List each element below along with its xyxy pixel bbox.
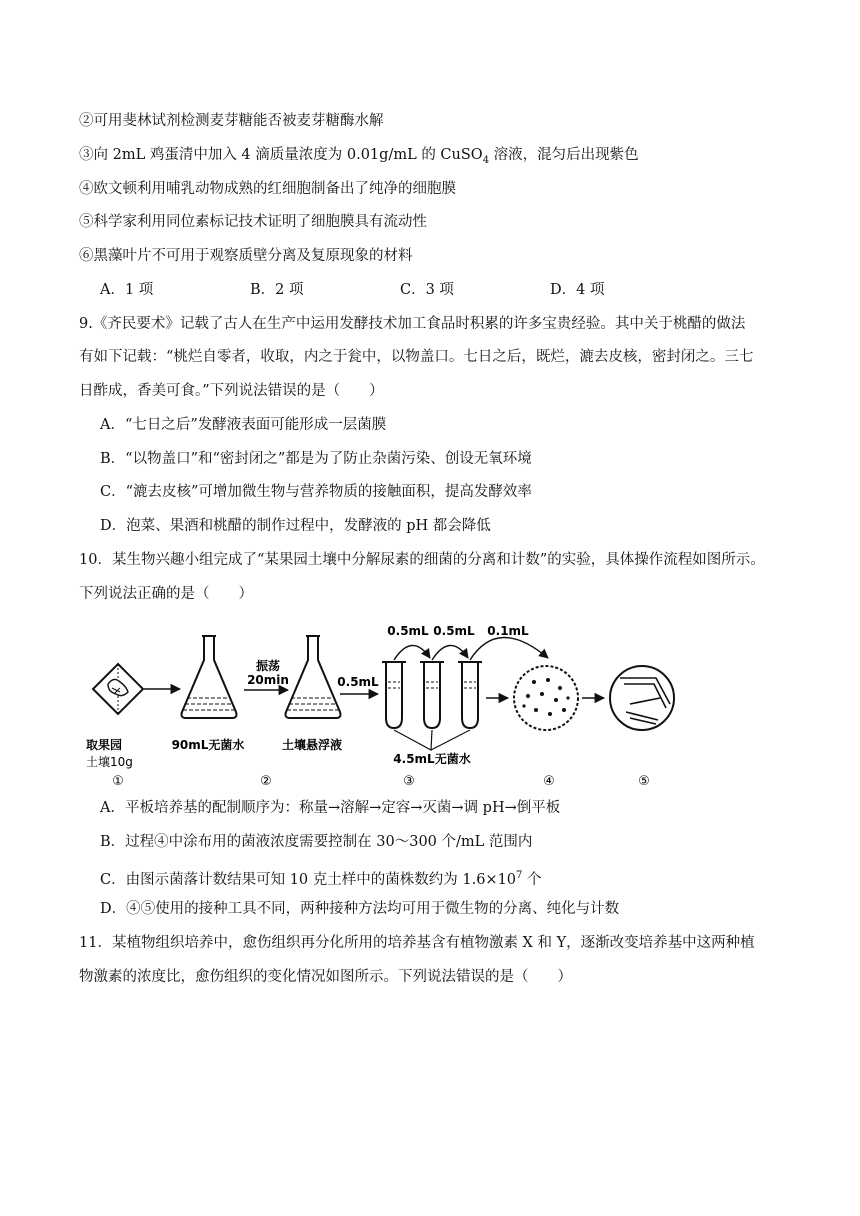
q11-stem-line-1: 11．某植物组织培养中，愈伤组织再分化所用的培养基含有植物激素 X 和 Y，逐渐改变培养基中这两种植	[79, 935, 755, 951]
transfer-4-label: 0.1mL	[487, 624, 529, 638]
soil-label-1: 取果园	[86, 738, 123, 752]
q9-option-c: C．“漉去皮核”可增加微生物与营养物质的接触面积，提高发酵效率	[100, 484, 532, 500]
step-3-label: ③	[403, 774, 415, 788]
q9-stem-line-1: 9.《齐民要术》记载了古人在生产中运用发酵技术加工食品时积累的许多宝贵经验。其中关于桃醋的做法	[79, 316, 746, 332]
q10-option-d: D．④⑤使用的接种工具不同，两种接种方法均可用于微生物的分离、纯化与计数	[100, 901, 620, 917]
flask-2-label: 土壤悬浮液	[281, 738, 343, 752]
arc-arrow-3	[470, 637, 548, 660]
q10-option-a: A．平板培养基的配制顺序为：称量→溶解→定容→灭菌→调 pH→倒平板	[100, 800, 561, 816]
q11-stem-line-2: 物激素的浓度比，愈伤组织的变化情况如图所示。下列说法错误的是（ ）	[79, 969, 572, 985]
spread-plate-icon	[514, 666, 578, 730]
q10-option-c: C．由图示菌落计数结果可知 10 克土样中的菌株数约为 $1.6\times 10^7$ 个	[100, 870, 542, 888]
streak-plate-icon	[610, 666, 674, 730]
flask-1-label: 90mL无菌水	[171, 738, 245, 752]
flask-2-icon	[286, 636, 341, 718]
q8-options	[100, 280, 700, 300]
statement-2: ②可用斐林试剂检测麦芽糖能否被麦芽糖酶水解	[79, 113, 384, 129]
shake-time-label: 20min	[247, 673, 289, 687]
experiment-flow-diagram	[78, 618, 698, 788]
tubes-label: 4.5mL无菌水	[393, 752, 471, 766]
statement-4: ④欧文顿利用哺乳动物成熟的红细胞制备出了纯净的细胞膜	[79, 181, 456, 197]
tubes-bracket	[394, 730, 470, 750]
soil-sample-icon	[93, 664, 143, 714]
transfer-3-label: 0.5mL	[433, 624, 475, 638]
test-tube-3-icon	[458, 662, 482, 728]
step-1-label: ①	[112, 774, 124, 788]
q8-option-a: A．1 项	[100, 282, 154, 298]
transfer-2-label: 0.5mL	[387, 624, 429, 638]
q8-option-b: B．2 项	[250, 282, 304, 298]
q9-stem-line-2: 有如下记载：“桃烂自零者，收取，内之于瓮中，以物盖口。七日之后，既烂，漉去皮核，密封闭之。三七	[79, 349, 754, 365]
q10-option-b: B．过程④中涂布用的菌液浓度需要控制在 30～300 个/mL 范围内	[100, 834, 533, 850]
step-4-label: ④	[543, 774, 555, 788]
q9-option-b: B．“以物盖口”和“密封闭之”都是为了防止杂菌污染、创设无氧环境	[100, 451, 532, 467]
step-5-label: ⑤	[638, 774, 650, 788]
step-2-label: ②	[260, 774, 272, 788]
q8-option-c: C．3 项	[400, 282, 454, 298]
q10-stem-line-1: 10．某生物兴趣小组完成了“某果园土壤中分解尿素的细菌的分离和计数”的实验，具体操作流程如图所示。	[79, 552, 765, 568]
statement-6: ⑥黑藻叶片不可用于观察质壁分离及复原现象的材料	[79, 248, 413, 264]
statement-5: ⑤科学家利用同位素标记技术证明了细胞膜具有流动性	[79, 214, 427, 230]
arc-arrow-1	[394, 645, 430, 660]
q9-option-d: D．泡菜、果酒和桃醋的制作过程中，发酵液的 pH 都会降低	[100, 518, 491, 534]
test-tube-1-icon	[382, 662, 406, 728]
test-tube-2-icon	[420, 662, 444, 728]
shake-label: 振荡	[255, 659, 281, 673]
arc-arrow-2	[432, 645, 468, 660]
q9-stem-line-3: 日酢成，香美可食。”下列说法错误的是（ ）	[79, 383, 384, 399]
transfer-1-label: 0.5mL	[337, 675, 379, 689]
statement-3: ③向 2mL 鸡蛋清中加入 4 滴质量浓度为 0.01g/mL 的 CuSO$_4$ 溶液，混匀后出现紫色	[79, 147, 639, 166]
q8-option-d: D．4 项	[550, 282, 605, 298]
q10-stem-line-2: 下列说法正确的是（ ）	[79, 586, 253, 602]
flask-1-icon	[182, 636, 237, 718]
q9-option-a: A．“七日之后”发酵液表面可能形成一层菌膜	[100, 417, 387, 433]
soil-label-2: 土壤10g	[86, 755, 133, 769]
